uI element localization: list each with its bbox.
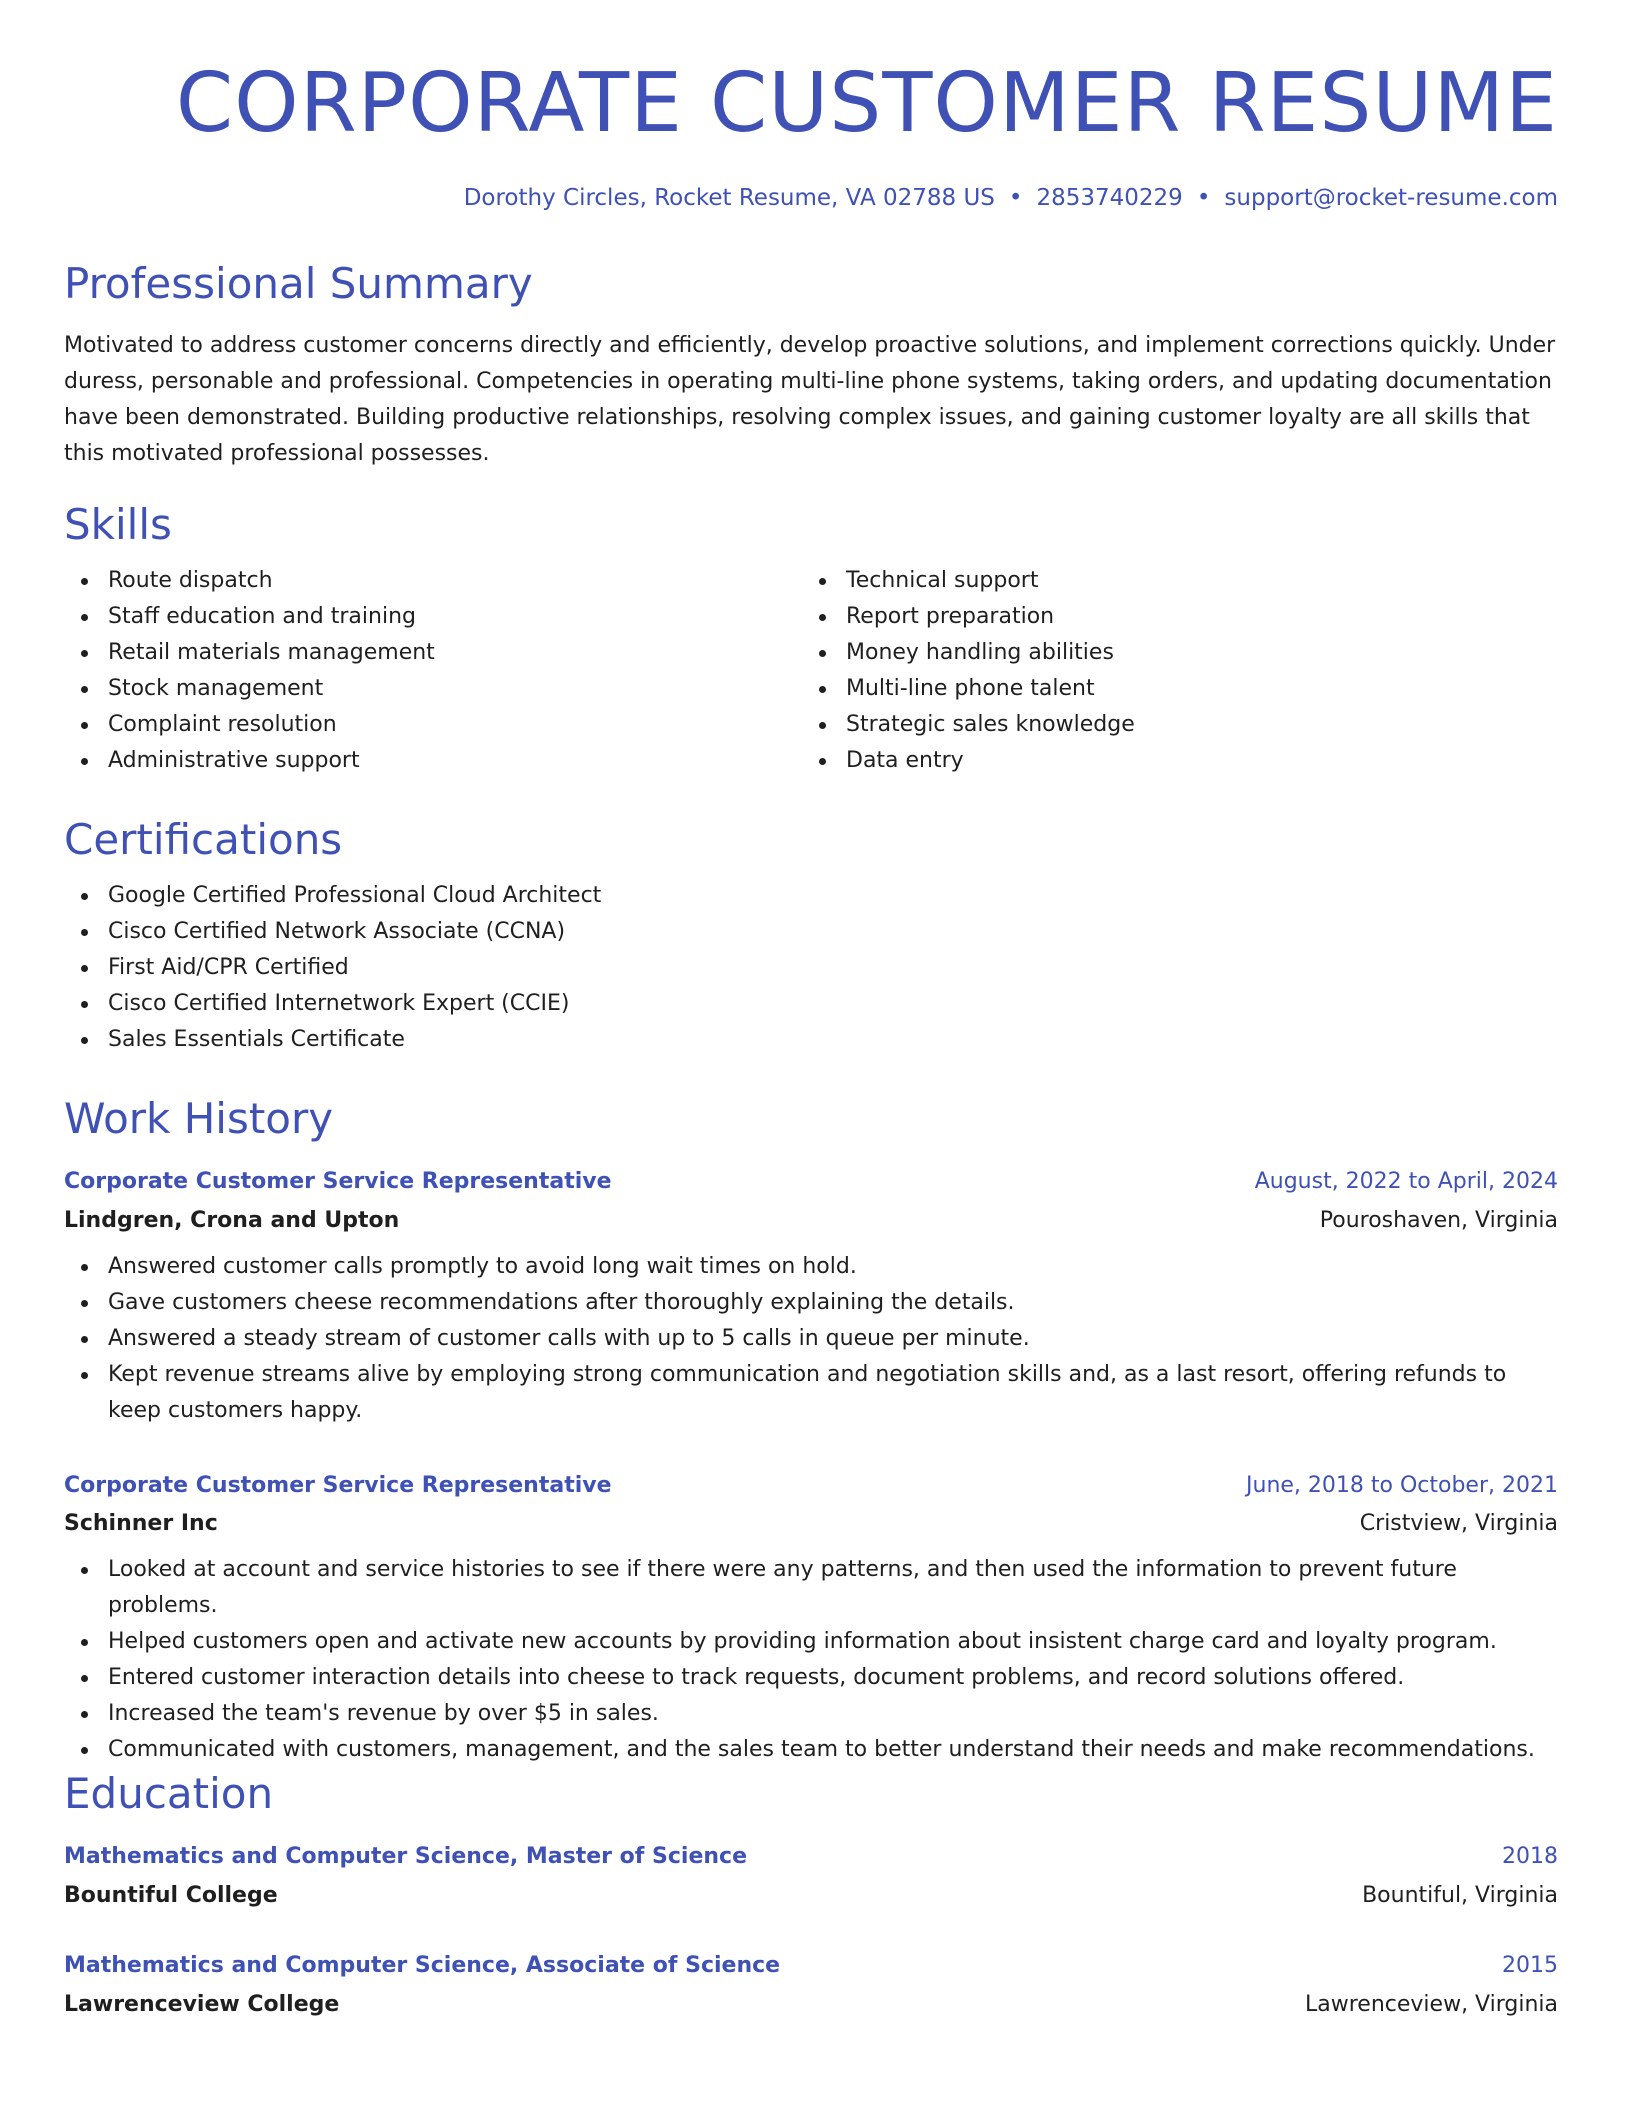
education-section [64, 1768, 1558, 1820]
certification-item: Cisco Certified Internetwork Expert (CCIE) [64, 986, 1558, 1022]
bullet-icon [81, 1300, 88, 1307]
education-heading: Education [64, 1769, 274, 1818]
job-bullet: Kept revenue streams alive by employing strong communication and negotiation skills and, as a last resort, offering refunds to keep customers happy. [64, 1357, 1558, 1429]
bullet-icon [81, 1639, 88, 1646]
bullet-icon [81, 758, 88, 765]
bullet-icon [81, 1711, 88, 1718]
skill-item: Report preparation [802, 599, 1502, 635]
bullet-icon [81, 578, 88, 585]
job-bullet: Increased the team's revenue by over $5 in sales. [64, 1696, 1558, 1732]
skill-item: Stock management [64, 671, 802, 707]
summary-section [64, 258, 1558, 472]
job-bullets [64, 1552, 1558, 1768]
certification-item: First Aid/CPR Certified [64, 950, 1558, 986]
education-location: Bountiful, Virginia [1362, 1883, 1558, 1908]
skills-column-right [802, 563, 1502, 779]
resume-title: CORPORATE CUSTOMER RESUME [175, 56, 1558, 151]
bullet-icon [81, 893, 88, 900]
job-dates: June, 2018 to October, 2021 [1246, 1473, 1558, 1498]
job-title: Corporate Customer Service Representative [64, 1169, 612, 1194]
education-year: 2015 [1502, 1953, 1558, 1978]
contact-separator: • [1196, 185, 1211, 211]
skills-column-left [64, 563, 802, 779]
bullet-icon [81, 1037, 88, 1044]
summary-text: Motivated to address customer concerns directly and efficiently, develop proactive solutions, and implement corrections quickly. Under duress, personable and professional. Competencies in operating multi-line phone systems, taking orders, and updating documentation have been demonstrated. Building productive relationships, resolving complex issues, and gaining customer loyalty are all skills that this motivated professional possesses. [64, 333, 1556, 466]
education-entry [64, 1950, 1558, 2021]
education-location: Lawrenceview, Virginia [1305, 1992, 1558, 2017]
certification-item: Sales Essentials Certificate [64, 1022, 1558, 1058]
contact-email[interactable]: support@rocket-resume.com [1224, 185, 1558, 211]
skill-item: Staff education and training [64, 599, 802, 635]
education-entry [64, 1841, 1558, 1912]
job-bullet: Helped customers open and activate new accounts by providing information about insistent charge card and loyalty program. [64, 1624, 1558, 1660]
contact-line [64, 182, 1558, 214]
skills-columns [64, 563, 1558, 779]
skills-heading: Skills [64, 500, 172, 549]
bullet-icon [819, 614, 826, 621]
job-company: Schinner Inc [64, 1511, 218, 1536]
contact-phone: 2853740229 [1036, 185, 1183, 211]
skill-item: Data entry [802, 743, 1502, 779]
certification-item: Cisco Certified Network Associate (CCNA) [64, 914, 1558, 950]
job-bullet: Answered customer calls promptly to avoid long wait times on hold. [64, 1249, 1558, 1285]
bullet-icon [81, 614, 88, 621]
bullet-icon [81, 1336, 88, 1343]
bullet-icon [81, 1001, 88, 1008]
summary-heading: Professional Summary [64, 259, 533, 308]
bullet-icon [81, 929, 88, 936]
bullet-icon [81, 1747, 88, 1754]
job-bullet: Looked at account and service histories to see if there were any patterns, and then used the information to prevent future problems. [64, 1552, 1558, 1624]
education-school: Bountiful College [64, 1883, 278, 1908]
skills-section [64, 499, 1558, 779]
certifications-list [64, 878, 1558, 1058]
job-bullet: Gave customers cheese recommendations after thoroughly explaining the details. [64, 1285, 1558, 1321]
skill-item: Strategic sales knowledge [802, 707, 1502, 743]
job-title: Corporate Customer Service Representative [64, 1473, 612, 1498]
bullet-icon [819, 650, 826, 657]
job-dates: August, 2022 to April, 2024 [1254, 1169, 1558, 1194]
job-location: Pouroshaven, Virginia [1319, 1208, 1558, 1233]
education-year: 2018 [1502, 1844, 1558, 1869]
bullet-icon [81, 1675, 88, 1682]
skill-item: Multi-line phone talent [802, 671, 1502, 707]
skill-item: Complaint resolution [64, 707, 802, 743]
education-degree: Mathematics and Computer Science, Associate of Science [64, 1953, 781, 1978]
job-entry [64, 1470, 1558, 1768]
bullet-icon [81, 965, 88, 972]
bullet-icon [81, 686, 88, 693]
skill-item: Technical support [802, 563, 1502, 599]
resume-page [64, 0, 1558, 2017]
job-bullet: Entered customer interaction details into cheese to track requests, document problems, and record solutions offered. [64, 1660, 1558, 1696]
contact-address: Dorothy Circles, Rocket Resume, VA 02788 US [463, 185, 995, 211]
certifications-heading: Certifications [64, 815, 343, 864]
bullet-icon [819, 686, 826, 693]
bullet-icon [81, 1264, 88, 1271]
skill-item: Administrative support [64, 743, 802, 779]
work-history-section [64, 1093, 1558, 1145]
bullet-icon [81, 1372, 88, 1379]
bullet-icon [81, 722, 88, 729]
bullet-icon [81, 1567, 88, 1574]
certification-item: Google Certified Professional Cloud Architect [64, 878, 1558, 914]
work-history-heading: Work History [64, 1094, 334, 1143]
contact-separator: • [1008, 185, 1023, 211]
skill-item: Money handling abilities [802, 635, 1502, 671]
job-bullet: Answered a steady stream of customer calls with up to 5 calls in queue per minute. [64, 1321, 1558, 1357]
job-entry [64, 1166, 1558, 1429]
job-bullet: Communicated with customers, management, and the sales team to better understand their needs and make recommendations. [64, 1732, 1558, 1768]
bullet-icon [819, 758, 826, 765]
skill-item: Retail materials management [64, 635, 802, 671]
bullet-icon [81, 650, 88, 657]
bullet-icon [819, 722, 826, 729]
bullet-icon [819, 578, 826, 585]
education-school: Lawrenceview College [64, 1992, 340, 2017]
education-degree: Mathematics and Computer Science, Master of Science [64, 1844, 747, 1869]
job-bullets [64, 1249, 1558, 1429]
job-company: Lindgren, Crona and Upton [64, 1208, 400, 1233]
certifications-section [64, 814, 1558, 1058]
job-location: Cristview, Virginia [1359, 1511, 1558, 1536]
skill-item: Route dispatch [64, 563, 802, 599]
